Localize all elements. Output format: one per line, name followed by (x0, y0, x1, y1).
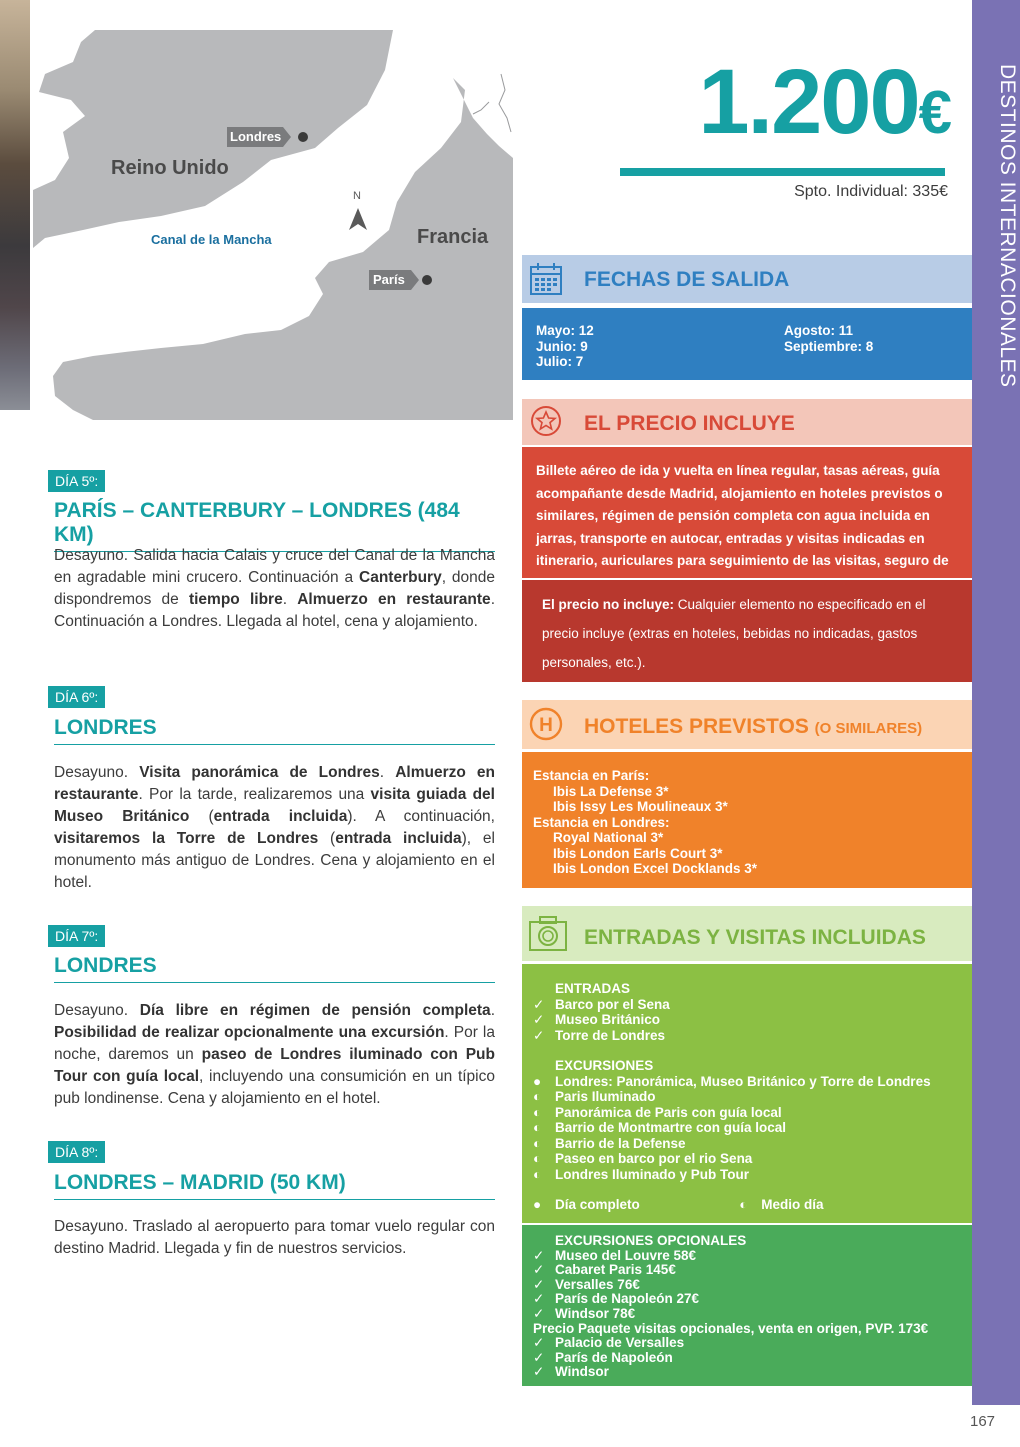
svg-text:H: H (539, 715, 553, 736)
excursion-item: ◐ Paseo en barco por el rio Sena (533, 1151, 753, 1166)
optional-item: ✓ Windsor 78€ (533, 1305, 636, 1321)
day-description: Desayuno. Visita panorámica de Londres. Almuerzo en restaurante. Por la tarde, realizaremos una visita guiada del Museo Británico (entrada incluida). A continuación, visitaremos la Torre de Londres (entrada incluida), el monumento más antiguo de Londres. Cena y alojamiento en el hotel. (54, 764, 496, 891)
departure-date: Agosto: 11 (784, 323, 854, 338)
hotels-title (584, 715, 922, 739)
excursiones-label: EXCURSIONES (555, 1058, 654, 1073)
legend-full: Día completo (555, 1197, 640, 1212)
day-description: Desayuno. Salida hacia Calais y cruce del Canal de la Mancha en agradable mini crucero. Continuación a Canterbury, donde dispondremos de tiempo libre. Almuerzo en restaurante. Continuación a Londres. Llegada al hotel, cena y alojamiento. (54, 547, 495, 630)
hotel-item: Royal National 3* (553, 830, 664, 845)
not-included-body (522, 580, 972, 682)
departures-body (522, 308, 972, 380)
departure-date: Junio: 9 (536, 338, 588, 354)
optional-item: ✓ Cabaret Paris 145€ (533, 1262, 676, 1278)
departure-date: Septiembre: 8 (784, 338, 874, 354)
entradas-label: ENTRADAS (555, 981, 631, 996)
check-icon: ✓ (533, 1262, 545, 1278)
full-day-icon: ● (533, 1197, 542, 1212)
entrada-item: ✓ Museo Británico (533, 1012, 661, 1027)
day-badge: DÍA 7º: (48, 925, 105, 947)
visits-header (522, 906, 972, 961)
camera-icon (528, 914, 568, 957)
hotel-item: Ibis Issy Les Moulineaux 3* (553, 799, 728, 814)
day-title: PARÍS – CANTERBURY – LONDRES (484 KM) (54, 499, 495, 552)
map-label-uk: Reino Unido (111, 157, 229, 179)
hotels-body (522, 752, 972, 888)
includes-body (522, 447, 972, 578)
optional-body (522, 1225, 972, 1386)
optional-item: ✓ Versalles 76€ (533, 1276, 640, 1292)
departures-col2 (784, 323, 873, 354)
day-badge: DÍA 6º: (48, 686, 105, 708)
day-description: Desayuno. Día libre en régimen de pensión completa. Posibilidad de realizar opcionalmente una excursión. Por la noche, daremos un paseo de Londres iluminado con Pub Tour con guía local, incluyendo una consumición en un típico pub londinense. Cena y alojamiento en el hotel. (54, 1002, 495, 1107)
map-label-paris: París (373, 272, 405, 287)
check-icon: ✓ (533, 1305, 545, 1321)
hotel-group-label: Estancia en Londres: (533, 814, 670, 830)
day-title: LONDRES – MADRID (50 KM) (54, 1171, 495, 1200)
hotels-list (533, 768, 757, 877)
check-icon: ✓ (533, 1247, 545, 1263)
day-badge: DÍA 5º: (48, 470, 105, 492)
hotel-item: Ibis London Earls Court 3* (553, 845, 723, 861)
hotels-header (522, 700, 972, 749)
half-day-icon: ◐ (739, 1197, 748, 1212)
half-day-icon: ◐ (533, 1089, 542, 1104)
departures-col1 (536, 323, 594, 370)
section-side-label: DESTINOS INTERNACIONALES (996, 64, 1019, 388)
excursion-item: ◐ Panorámica de Paris con guía local (533, 1104, 782, 1120)
entrada-item: ✓ Torre de Londres (533, 1027, 666, 1043)
page-number: 167 (970, 1413, 996, 1430)
price (600, 50, 950, 155)
check-icon: ✓ (533, 1027, 545, 1043)
hotel-group-label: Estancia en París: (533, 768, 650, 783)
price-amount: 1.200 (698, 51, 919, 153)
star-badge-icon (528, 403, 564, 444)
price-underline (620, 168, 945, 176)
day-title: LONDRES (54, 954, 495, 983)
package-item: ✓ Palacio de Versalles (533, 1335, 685, 1351)
single-supplement: Spto. Individual: 335€ (794, 183, 948, 200)
day-badge: DÍA 8º: (48, 1141, 105, 1163)
excursion-item: ● Londres: Panorámica, Museo Británico y Torre de Londres (533, 1073, 931, 1089)
departure-date: Julio: 7 (536, 354, 584, 369)
visits-legend (533, 1197, 969, 1213)
includes-text: Billete aéreo de ida y vuelta en línea regular, tasas aéreas, guía acompañante desde Madrid, alojamiento en hoteles previstos o similares, régimen de pensión completa con agua incluida en jarras, transporte en autocar, entradas y visitas indicadas en itinerario, auriculares para seguimiento de las visitas, seguro de (536, 463, 949, 568)
check-icon: ✓ (533, 1276, 545, 1292)
visits-body (522, 964, 972, 1223)
optional-label: EXCURSIONES OPCIONALES (555, 1233, 747, 1248)
price-currency: € (918, 79, 950, 146)
includes-header (522, 399, 972, 445)
excursion-list (533, 1074, 969, 1183)
departures-title: FECHAS DE SALIDA (584, 268, 790, 291)
map-north-label: N (353, 190, 361, 202)
excursion-item: ◐ Barrio de la Defense (533, 1135, 686, 1151)
hotel-item: Ibis La Defense 3* (553, 783, 669, 799)
calendar-icon (528, 261, 564, 302)
package-item: ✓ Windsor (533, 1364, 609, 1380)
package-item: ✓ París de Napoleón (533, 1349, 673, 1365)
destination-photo (0, 0, 30, 410)
hotel-icon (528, 706, 564, 747)
hotels-title-main: HOTELES PREVISTOS (584, 715, 809, 738)
full-day-icon: ● (533, 1073, 542, 1089)
excursion-item: ◐ Paris Iluminado (533, 1089, 656, 1104)
half-day-icon: ◐ (533, 1135, 542, 1151)
excursion-item: ◐ Londres Iluminado y Pub Tour (533, 1166, 750, 1182)
day-description: Desayuno. Traslado al aeropuerto para tomar vuelo regular con destino Madrid. Llegada y fin de nuestros servicios. (54, 1218, 495, 1257)
check-icon: ✓ (533, 1364, 545, 1380)
visits-title: ENTRADAS Y VISITAS INCLUIDAS (584, 926, 926, 949)
legend-half: Medio día (761, 1197, 824, 1212)
hotel-item: Ibis London Excel Docklands 3* (553, 861, 758, 876)
half-day-icon: ◐ (533, 1151, 542, 1166)
excursion-item: ◐ Barrio de Montmartre con guía local (533, 1120, 787, 1135)
not-included-detail: Cualquier elemento no especificado en el precio incluye (extras en hoteles, bebidas no indicadas, gastos personales, etc.). (542, 597, 926, 670)
map-label-london: Londres (230, 129, 282, 144)
check-icon: ✓ (533, 1335, 545, 1351)
route-map (33, 30, 513, 420)
map-label-channel: Canal de la Mancha (151, 232, 272, 247)
day-title: LONDRES (54, 716, 495, 745)
entrada-item: ✓ Barco por el Sena (533, 996, 670, 1012)
optional-list (533, 1234, 969, 1380)
half-day-icon: ◐ (533, 1120, 542, 1135)
half-day-icon: ◐ (533, 1104, 542, 1120)
optional-item: ✓ París de Napoleón 27€ (533, 1291, 700, 1307)
departures-header (522, 255, 972, 303)
includes-title: EL PRECIO INCLUYE (584, 412, 795, 435)
check-icon: ✓ (533, 996, 545, 1012)
map-graphic (33, 30, 513, 420)
map-label-france: Francia (417, 226, 489, 248)
check-icon: ✓ (533, 1291, 545, 1307)
visits-list (533, 981, 969, 1213)
not-included-text (542, 590, 958, 677)
not-included-label: El precio no incluye: (542, 597, 675, 612)
half-day-icon: ◐ (533, 1166, 542, 1182)
hotels-title-suffix: (O SIMILARES) (814, 720, 923, 737)
package-text: Precio Paquete visitas opcionales, venta en origen, PVP. 173€ (533, 1320, 929, 1336)
check-icon: ✓ (533, 1349, 545, 1365)
check-icon: ✓ (533, 1012, 545, 1027)
departure-date: Mayo: 12 (536, 323, 594, 338)
optional-item: ✓ Museo del Louvre 58€ (533, 1247, 697, 1263)
